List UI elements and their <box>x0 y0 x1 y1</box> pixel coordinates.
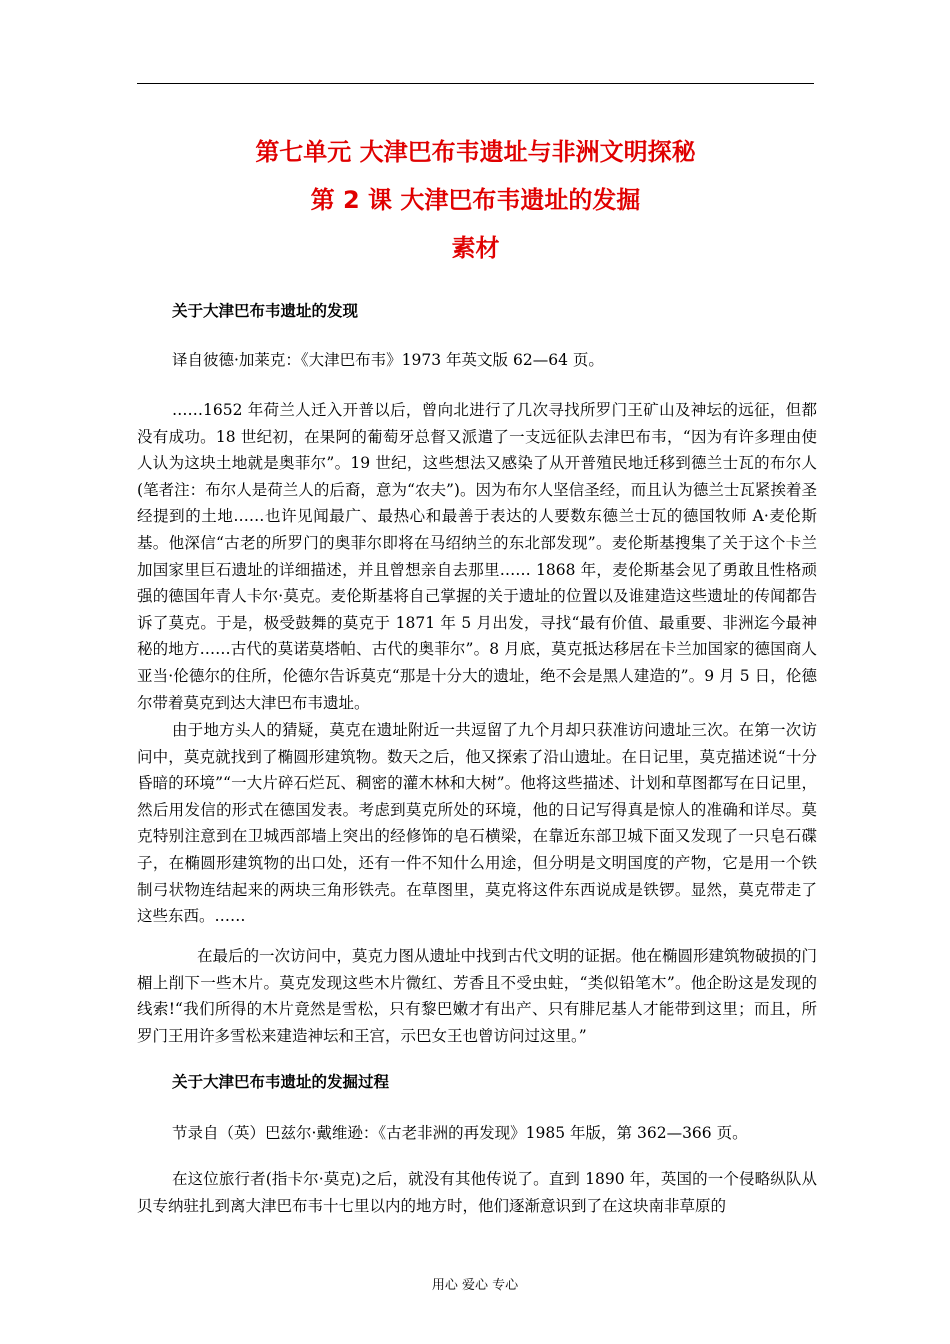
section2-heading: 关于大津巴布韦遗址的发掘过程 <box>172 1073 390 1091</box>
page-footer: 用心 爱心 专心 <box>431 1278 519 1293</box>
section1-source: 译自彼德·加莱克：《大津巴布韦》1973 年英文版 62—64 页。 <box>172 351 604 369</box>
section1-paragraph-1: ……1652 年荷兰人迁入开普以后，曾向北进行了几次寻找所罗门王矿山及神坛的远征，但都没有成功。18 世纪初，在果阿的葡萄牙总督又派遣了一支远征队去津巴布韦，“因为有许多理由使人认为这块土地就是奥菲尔”。19 世纪，这些想法又感染了从开普殖民地迁移到德兰士瓦的布尔人(笔者注：布尔人是荷兰人的后裔，意为“农夫”)。因为布尔人坚信圣经，而且认为德兰士瓦紧挨着圣经提到的土地……也许见闻最广、最热心和最善于表达的人要数东德兰士瓦的德国牧师 A·麦伦斯基。他深信“古老的所罗门的奥菲尔即将在马绍纳兰的东北部发现”。麦伦斯基搜集了关于这个卡兰加国家里巨石遗址的详细描述，并且曾想亲自去那里…… 1868 年，麦伦斯基会见了勇敢且性格顽强的德国年青人卡尔·莫克。麦伦斯基将自己掌握的关于遗址的位置以及谁建造这些遗址的传闻都告诉了莫克。于是，极受鼓舞的莫克于 1871 年 5 月出发，寻找“最有价值、最重要、非洲迄今最神秘的地方……古代的莫诺莫塔帕、古代的奥菲尔”。8 月底，莫克抵达移居在卡兰加国家的德国商人亚当·伦德尔的住所，伦德尔告诉莫克“那是十分大的遗址，绝不会是黑人建造的”。9 月 5 日，伦德尔带着莫克到达大津巴布韦遗址。 <box>137 401 817 712</box>
section1-paragraph-2: 由于地方头人的猜疑，莫克在遗址附近一共逗留了九个月却只获准访问遗址三次。在第一次访问中，莫克就找到了椭圆形建筑物。数天之后，他又探索了沿山遗址。在日记里，莫克描述说“十分昏暗的环境”“一大片碎石烂瓦、稠密的灌木林和大树”。他将这些描述、计划和草图都写在日记里，然后用发信的形式在德国发表。考虑到莫克所处的环境，他的日记写得真是惊人的准确和详尽。莫克特别注意到在卫城西部墙上突出的经修饰的皂石横梁，在靠近东部卫城下面又发现了一只皂石碟子，在椭圆形建筑物的出口处，还有一件不知什么用途，但分明是文明国度的产物，它是用一个铁制弓状物连结起来的两块三角形铁壳。在草图里，莫克将这件东西说成是铁锣。显然，莫克带走了这些东西。…… <box>137 721 817 926</box>
section2-source: 节录自（英）巴兹尔·戴维逊：《古老非洲的再发现》1985 年版，第 362—366 页。 <box>172 1124 748 1142</box>
section1-paragraph-3: 在最后的一次访问中，莫克力图从遗址中找到古代文明的证据。他在椭圆形建筑物破损的门楣上削下一些木片。莫克发现这些木片微红、芳香且不受虫蛀，“类似铅笔木”。他企盼这是发现的线索!“我们所得的木片竟然是雪松，只有黎巴嫩才有出产、只有腓尼基人才能带到这里；而且，所罗门王用许多雪松来建造神坛和王宫，示巴女王也曾访问过这里。” <box>137 947 818 1045</box>
material-title: 素材 <box>451 234 500 262</box>
section2-paragraph-1: 在这位旅行者(指卡尔·莫克)之后，就没有其他传说了。直到 1890 年，英国的一个侵略纵队从贝专纳驻扎到离大津巴布韦十七里以内的地方时，他们逐渐意识到了在这块南非草原的 <box>137 1170 817 1215</box>
header-rule <box>137 83 814 84</box>
unit-title: 第七单元 大津巴布韦遗址与非洲文明探秘 <box>255 138 696 166</box>
section1-heading: 关于大津巴布韦遗址的发现 <box>172 302 359 320</box>
lesson-title: 第 2 课 大津巴布韦遗址的发掘 <box>310 186 641 214</box>
